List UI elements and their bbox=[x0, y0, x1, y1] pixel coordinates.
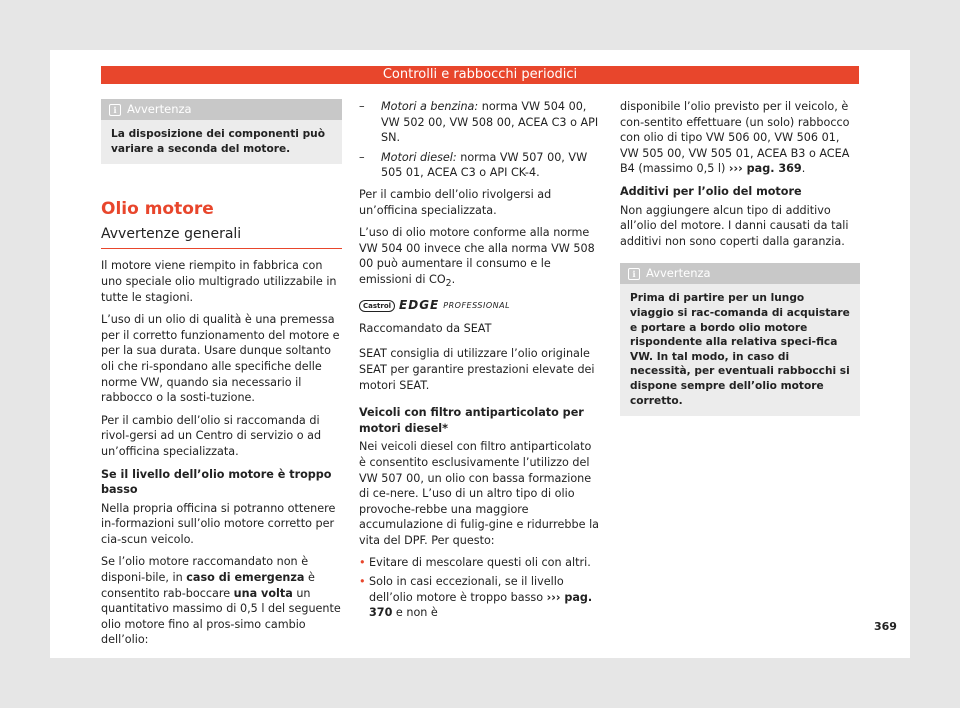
page-reference-link[interactable]: ››› pag. 369 bbox=[728, 162, 802, 176]
list-item: – Motori a benzina: norma VW 504 00, VW 502 00, VW 508 00, ACEA C3 o API SN. bbox=[359, 100, 599, 145]
bullet-item: • Solo in casi eccezionali, se il livello dell’olio motore è troppo basso ››› pag. 370 e non è bbox=[359, 575, 593, 620]
paragraph: Se l’olio motore raccomandato non è disponi-bile, in caso di emergenza è consentito rab-boccare una volta un quantitativo massimo di 0,5 l del seguente olio motore fino al pros-simo cambio dell’olio: bbox=[101, 555, 341, 647]
professional-logo: PROFESSIONAL bbox=[443, 300, 511, 310]
warning-header bbox=[620, 263, 860, 284]
warning-header bbox=[101, 99, 342, 120]
heading-additives: Additivi per l’olio del motore bbox=[620, 184, 802, 198]
page-reference-link[interactable]: ››› pag. 370 bbox=[369, 590, 593, 620]
info-icon: i bbox=[628, 268, 640, 280]
warning-text: Prima di partire per un lungo viaggio si rac-comanda di acquistare e portare a bordo olio motore rispondente alla relativa speci-fica VW. In tal modo, in caso di necessità, per eventuali rabbocchi si dispone sempre dell’olio motore corretto. bbox=[630, 292, 850, 407]
info-icon: i bbox=[109, 104, 121, 116]
subsection-heading bbox=[101, 227, 342, 250]
paragraph: Nei veicoli diesel con filtro antiparticolato è consentito esclusivamente l’utilizzo del VW 507 00, un olio con bassa formazione di ce-nere. L’uso di un altro tipo di olio provoche-rebbe una maggiore accumulazione di fulig-gine e ridurrebbe la vita del DPF. Per questo: bbox=[359, 440, 600, 547]
list-item: – Motori diesel: norma VW 507 00, VW 505 01, ACEA C3 o API CK-4. bbox=[359, 150, 588, 180]
warning-title: Avvertenza bbox=[646, 266, 711, 281]
paragraph: SEAT consiglia di utilizzare l’olio originale SEAT per garantire prestazioni elevate dei motori SEAT. bbox=[359, 347, 595, 392]
column-2 bbox=[359, 99, 601, 624]
heading-dpf: Veicoli con filtro antiparticolato per motori diesel* bbox=[359, 406, 584, 435]
paragraph: Non aggiungere alcun tipo di additivo all’olio del motore. I danni causati da tali additivi non sono coperti dalla garanzia. bbox=[620, 203, 849, 248]
page-number: 369 bbox=[874, 620, 897, 633]
warning-text: La disposizione dei componenti può variare a seconda del motore. bbox=[111, 128, 325, 155]
bullet-item: • Evitare di mescolare questi oli con altri. bbox=[359, 556, 591, 570]
paragraph: Per il cambio dell’olio si raccomanda di rivol-gersi ad un Centro di servizio o ad un’officina specializzata. bbox=[101, 413, 322, 458]
emphasis: una volta bbox=[233, 586, 293, 600]
warning-title: Avvertenza bbox=[127, 102, 192, 116]
edge-logo: EDGE bbox=[399, 297, 440, 312]
emphasis: caso di emergenza bbox=[186, 571, 305, 585]
bullet-icon: • bbox=[359, 556, 366, 570]
paragraph: disponibile l’olio previsto per il veicolo, è con-sentito effettuare (un solo) rabbocco con olio di tipo VW 506 00, VW 506 01, VW 505 00, VW 505 01, ACEA B3 o ACEA B4 (massimo 0,5 l) ››› pag. 369. bbox=[620, 100, 850, 176]
column-3 bbox=[620, 99, 860, 416]
paragraph: Per il cambio dell’olio rivolgersi ad un’officina specializzata. bbox=[359, 187, 552, 217]
paragraph: Il motore viene riempito in fabbrica con uno speciale olio multigrado utilizzabile in tutte le stagioni. bbox=[101, 259, 337, 304]
recommended-title: Raccomandato da SEAT bbox=[359, 321, 492, 335]
subsection-title: Avvertenze generali bbox=[101, 225, 242, 242]
heading-low-oil: Se il livello dell’olio motore è troppo basso bbox=[101, 467, 332, 497]
warning-box-2 bbox=[620, 263, 860, 416]
paragraph: Nella propria officina si potranno ottenere in-formazioni sull’olio motore corretto per cia-scun veicolo. bbox=[101, 501, 336, 546]
paragraph: L’uso di olio motore conforme alla norme VW 504 00 invece che alla norma VW 508 00 può aumentare il consumo e le emissioni di $CO_2$. bbox=[359, 226, 595, 290]
column-1 bbox=[101, 99, 342, 655]
chapter-header: Controlli e rabbocchi periodici bbox=[101, 66, 859, 84]
paragraph: L’uso di un olio di qualità è una premessa per il corretto funzionamento del motore e per la sua durata. Usare dunque soltanto oli che ri-spondano alle specifiche delle norme VW, quando sia necessario il rabbocco o la sosti-tuzione. bbox=[101, 313, 340, 405]
castrol-edge-logo bbox=[359, 299, 601, 313]
warning-box-1 bbox=[101, 99, 342, 164]
section-title: Olio motore bbox=[101, 199, 214, 220]
castrol-logo: Castrol bbox=[359, 300, 395, 312]
bullet-icon: • bbox=[359, 575, 366, 589]
